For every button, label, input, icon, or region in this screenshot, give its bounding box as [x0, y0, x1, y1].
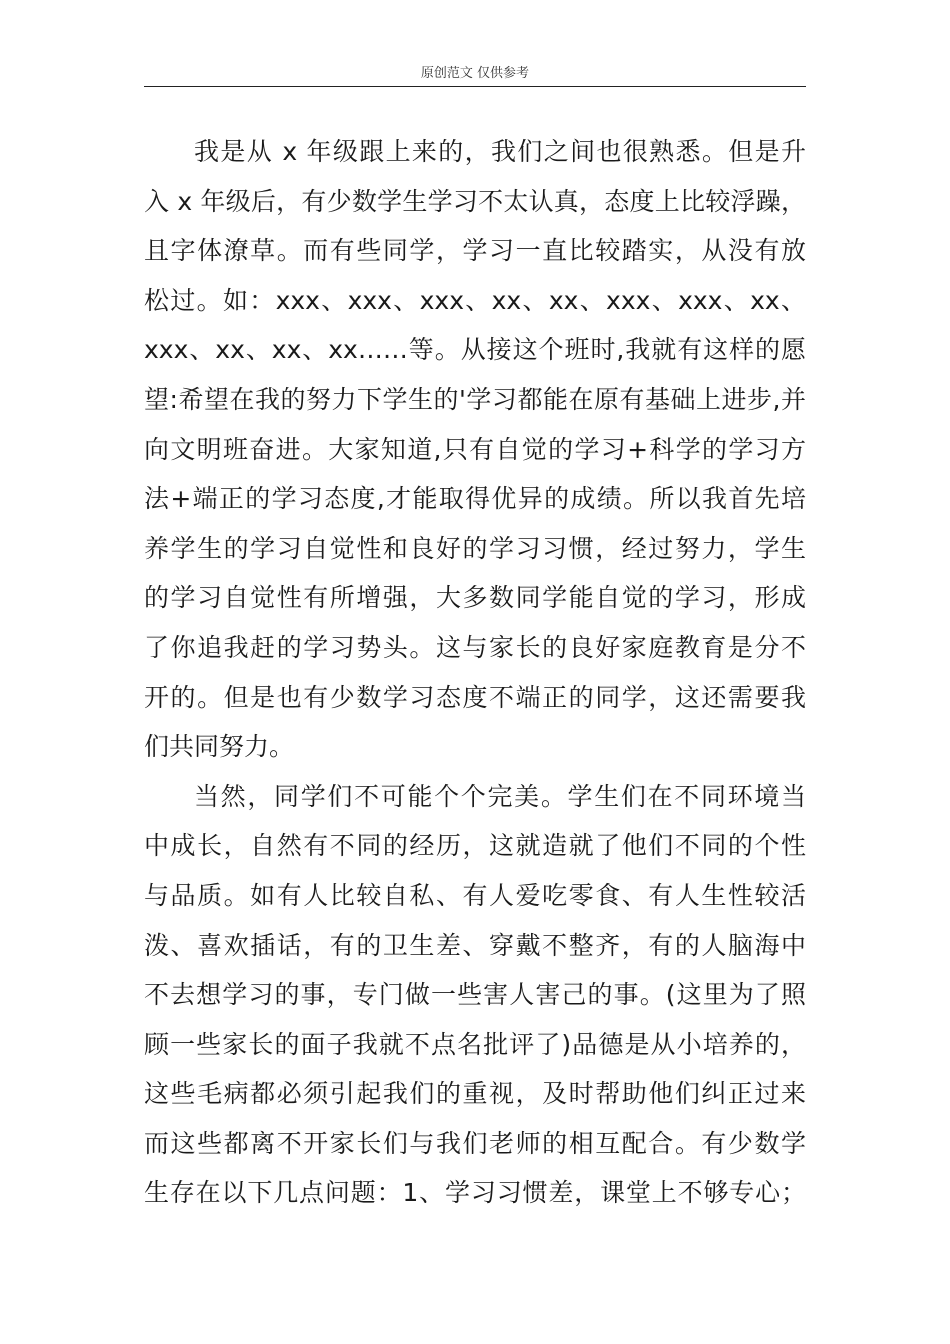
text-line: 中成长，自然有不同的经历，这就造就了他们不同的个性	[144, 831, 806, 861]
paragraph-2	[144, 772, 806, 1218]
text-line: 们共同努力。	[144, 732, 295, 762]
text-line: 这些毛病都必须引起我们的重视，及时帮助他们纠正过来	[144, 1079, 806, 1109]
text-line: 入 x 年级后，有少数学生学习不太认真，态度上比较浮躁，	[144, 186, 806, 216]
text-line: 望:希望在我的努力下学生的'学习都能在原有基础上进步,并	[144, 384, 806, 414]
page-header: 原创范文 仅供参考	[144, 62, 806, 87]
paragraph-1	[144, 127, 806, 772]
text-line: xxx、xx、xx、xx……等。从接这个班时,我就有这样的愿	[144, 335, 806, 365]
text-line: 向文明班奋进。大家知道,只有自觉的学习+科学的学习方	[144, 434, 806, 464]
text-line: 松过。如：xxx、xxx、xxx、xx、xx、xxx、xxx、xx、	[144, 285, 806, 315]
text-line: 且字体潦草。而有些同学，学习一直比较踏实，从没有放	[144, 236, 806, 266]
text-line: 开的。但是也有少数学习态度不端正的同学，这还需要我	[144, 682, 806, 712]
text-line: 而这些都离不开家长们与我们老师的相互配合。有少数学	[144, 1128, 806, 1158]
text-line: 我是从 x 年级跟上来的，我们之间也很熟悉。但是升	[194, 137, 806, 166]
text-line: 不去想学习的事，专门做一些害人害己的事。(这里为了照	[144, 980, 806, 1010]
text-line: 顾一些家长的面子我就不点名批评了)品德是从小培养的，	[144, 1029, 806, 1059]
text-line: 养学生的学习自觉性和良好的学习习惯，经过努力，学生	[144, 533, 806, 563]
text-line: 法+端正的学习态度,才能取得优异的成绩。所以我首先培	[144, 484, 806, 514]
text-line: 了你追我赶的学习势头。这与家长的良好家庭教育是分不	[144, 632, 806, 662]
text-line: 的学习自觉性有所增强，大多数同学能自觉的学习，形成	[144, 583, 806, 613]
text-line: 当然，同学们不可能个个完美。学生们在不同环境当	[194, 781, 806, 811]
text-line: 与品质。如有人比较自私、有人爱吃零食、有人生性较活	[144, 880, 806, 910]
document-body	[144, 127, 806, 1218]
text-line: 生存在以下几点问题：1、学习习惯差，课堂上不够专心；	[144, 1178, 806, 1208]
text-line: 泼、喜欢插话，有的卫生差、穿戴不整齐，有的人脑海中	[144, 930, 806, 960]
